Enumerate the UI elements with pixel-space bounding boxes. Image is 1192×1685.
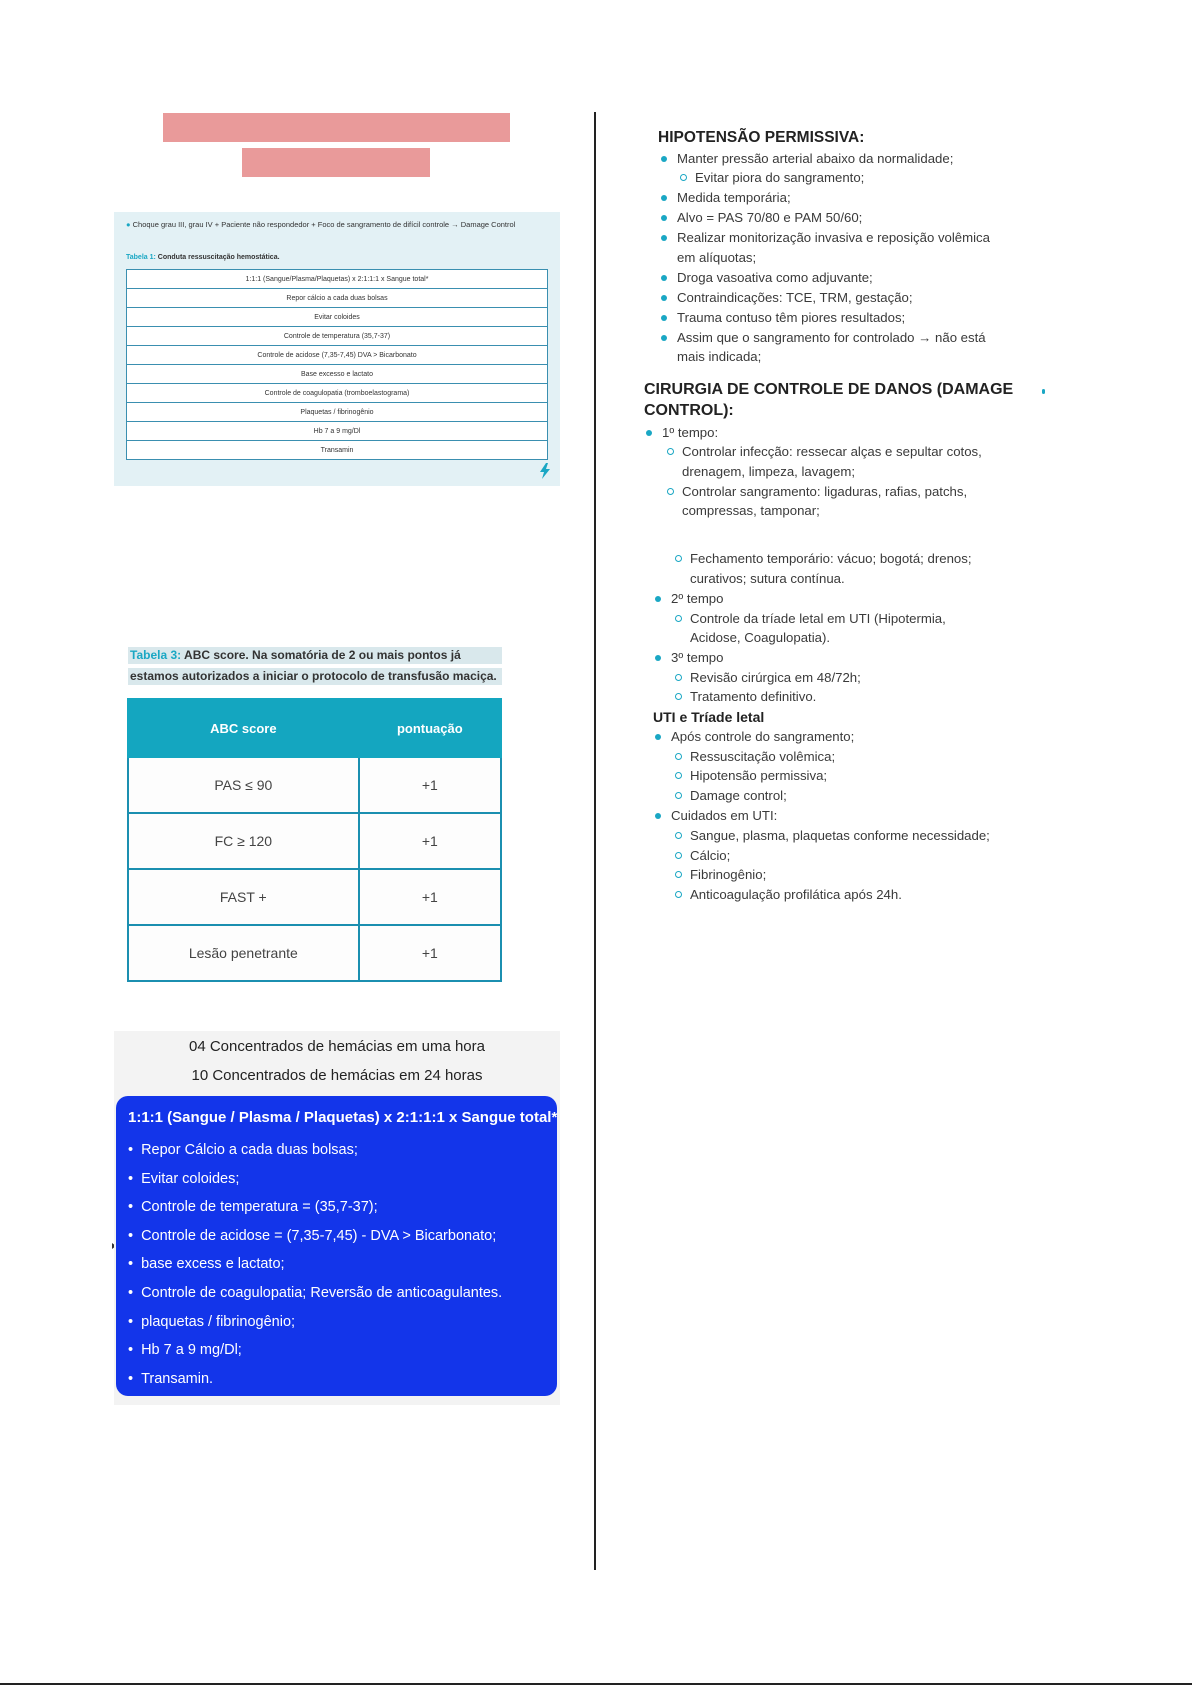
list-item: Após controle do sangramento; (671, 729, 855, 744)
table-cell: +1 (359, 757, 501, 813)
table-row (128, 813, 501, 869)
list-item: Controlar infecção: ressecar alças e sepultar cotos, (682, 444, 982, 459)
list-item: Revisão cirúrgica em 48/72h; (690, 670, 861, 685)
tabela3-caption (128, 647, 502, 689)
list-item-continuation: em alíquotas; (677, 250, 757, 265)
pink-heading-bar-1 (163, 113, 510, 142)
tabela3-caption-label: Tabela 3: (130, 648, 182, 662)
tabela1-caption (126, 254, 280, 261)
table-cell: 1:1:1 (Sangue/Plasma/Plaquetas) x 2:1:1:1 x Sangue total* (127, 270, 548, 289)
tabela1-intro-text: Choque grau III, grau IV + Paciente não respondedor + Foco de sangramento de difícil controle → Damage Control (132, 220, 516, 229)
table-row (128, 925, 501, 981)
list-item: Evitar piora do sangramento; (695, 170, 865, 185)
tabela1-intro: ● Choque grau III, grau IV + Paciente não respondedor + Foco de sangramento de difícil controle → Damage Control (126, 220, 516, 229)
concentrados-line-1: 04 Concentrados de hemácias em uma hora (188, 1038, 485, 1055)
table-cell: Plaquetas / fibrinogênio (127, 403, 548, 422)
table-row (127, 422, 548, 441)
list-item-continuation: compressas, tamponar; (682, 503, 820, 518)
table-cell: FC ≥ 120 (128, 813, 359, 869)
table-row (127, 441, 548, 460)
list-item: Realizar monitorização invasiva e reposição volêmica (677, 230, 990, 245)
tabela3-caption-line1 (128, 647, 502, 664)
list-item: • plaquetas / fibrinogênio; (128, 1312, 502, 1341)
tabela1-caption-text: Conduta ressuscitação hemostática. (157, 254, 280, 261)
column-header: pontuação (359, 699, 501, 757)
list-item: • Evitar coloides; (128, 1169, 502, 1198)
transfusion-box (114, 1031, 560, 1405)
list-item: 3º tempo (671, 650, 724, 665)
table-cell: +1 (359, 813, 501, 869)
table-cell: Evitar coloides (127, 308, 548, 327)
edge-marker (1042, 389, 1045, 394)
list-item: Alvo = PAS 70/80 e PAM 50/60; (677, 210, 863, 225)
column-header: ABC score (128, 699, 359, 757)
list-item-continuation: drenagem, limpeza, lavagem; (682, 464, 855, 479)
damage-control-title-1: CIRURGIA DE CONTROLE DE DANOS (DAMAGE (644, 381, 1014, 398)
table-row (127, 327, 548, 346)
protocol-heading: 1:1:1 (Sangue / Plasma / Plaquetas) x 2:1:1:1 x Sangue total* (128, 1109, 558, 1126)
table-row (127, 384, 548, 403)
uti-title: UTI e Tríade letal (653, 709, 765, 725)
list-item: Hipotensão permissiva; (690, 768, 828, 783)
table-row (127, 403, 548, 422)
table-cell: Transamin (127, 441, 548, 460)
pink-heading-bar-2 (242, 148, 430, 177)
list-item: Fibrinogênio; (690, 867, 767, 882)
table-row (128, 869, 501, 925)
table-row (127, 270, 548, 289)
tabela3-caption-text1: ABC score. Na somatória de 2 ou mais pontos já (184, 648, 461, 662)
list-item: • Transamin. (128, 1369, 502, 1398)
list-item: 2º tempo (671, 591, 724, 606)
list-item: • Hb 7 a 9 mg/Dl; (128, 1340, 502, 1369)
list-item: Damage control; (690, 788, 787, 803)
list-item-continuation: curativos; sutura contínua. (690, 571, 845, 586)
tabela1-image (114, 212, 560, 486)
list-item: Controle da tríade letal em UTI (Hipotermia, (690, 611, 946, 626)
protocol-list (128, 1140, 502, 1397)
list-item: Controlar sangramento: ligaduras, rafias, patchs, (682, 484, 968, 499)
table-row (127, 308, 548, 327)
table-row (127, 289, 548, 308)
table-header-row (128, 699, 501, 757)
column-divider (594, 112, 596, 1570)
damage-control-title-2: CONTROL): (644, 402, 734, 419)
table-cell: PAS ≤ 90 (128, 757, 359, 813)
list-item: Medida temporária; (677, 190, 791, 205)
list-item-continuation: mais indicada; (677, 349, 762, 364)
table-cell: FAST + (128, 869, 359, 925)
list-item: Manter pressão arterial abaixo da normalidade; (677, 151, 954, 166)
table-cell: Base excesso e lactato (127, 365, 548, 384)
table-cell: Hb 7 a 9 mg/Dl (127, 422, 548, 441)
table-cell: Repor cálcio a cada duas bolsas (127, 289, 548, 308)
table-row (127, 346, 548, 365)
table-cell: Controle de coagulopatia (tromboelastograma) (127, 384, 548, 403)
list-item: Cálcio; (690, 848, 731, 863)
list-item: • Controle de acidose = (7,35-7,45) - DVA > Bicarbonato; (128, 1226, 502, 1255)
table-row (128, 757, 501, 813)
list-item: • Controle de temperatura = (35,7-37); (128, 1197, 502, 1226)
protocol-card (116, 1096, 557, 1396)
table-cell: Lesão penetrante (128, 925, 359, 981)
list-item: Tratamento definitivo. (690, 689, 817, 704)
concentrados-line-2: 10 Concentrados de hemácias em 24 horas (191, 1067, 483, 1084)
list-item: Sangue, plasma, plaquetas conforme necessidade; (690, 828, 990, 843)
list-item: Anticoagulação profilática após 24h. (690, 887, 902, 902)
list-item: Assim que o sangramento for controlado → não está (677, 330, 986, 345)
abc-score-table (127, 698, 502, 982)
tabela3-caption-line2: estamos autorizados a iniciar o protocolo de transfusão maciça. (128, 668, 502, 685)
table-cell: +1 (359, 869, 501, 925)
list-item: 1º tempo: (662, 425, 719, 440)
list-item: Ressuscitação volêmica; (690, 749, 836, 764)
bullet-ring-icon (675, 693, 682, 700)
hipotensao-title: HIPOTENSÃO PERMISSIVA: (658, 129, 865, 146)
list-item: Trauma contuso têm piores resultados; (677, 310, 906, 325)
list-item: • Controle de coagulopatia; Reversão de anticoagulantes. (128, 1283, 502, 1312)
table-cell: Controle de acidose (7,35-7,45) DVA > Bicarbonato (127, 346, 548, 365)
list-item-continuation: Acidose, Coagulopatia). (690, 630, 831, 645)
table-row (127, 365, 548, 384)
list-item: Droga vasoativa como adjuvante; (677, 270, 873, 285)
tabela1-caption-label: Tabela 1: (126, 254, 156, 261)
tabela1-table (126, 269, 548, 460)
list-item: Contraindicações: TCE, TRM, gestação; (677, 290, 913, 305)
table-cell: +1 (359, 925, 501, 981)
list-item: Cuidados em UTI: (671, 808, 778, 823)
brand-logo-icon (536, 462, 554, 480)
list-item: • base excess e lactato; (128, 1254, 502, 1283)
list-item: • Repor Cálcio a cada duas bolsas; (128, 1140, 502, 1169)
table-cell: Controle de temperatura (35,7-37) (127, 327, 548, 346)
list-item: Fechamento temporário: vácuo; bogotá; drenos; (690, 551, 972, 566)
